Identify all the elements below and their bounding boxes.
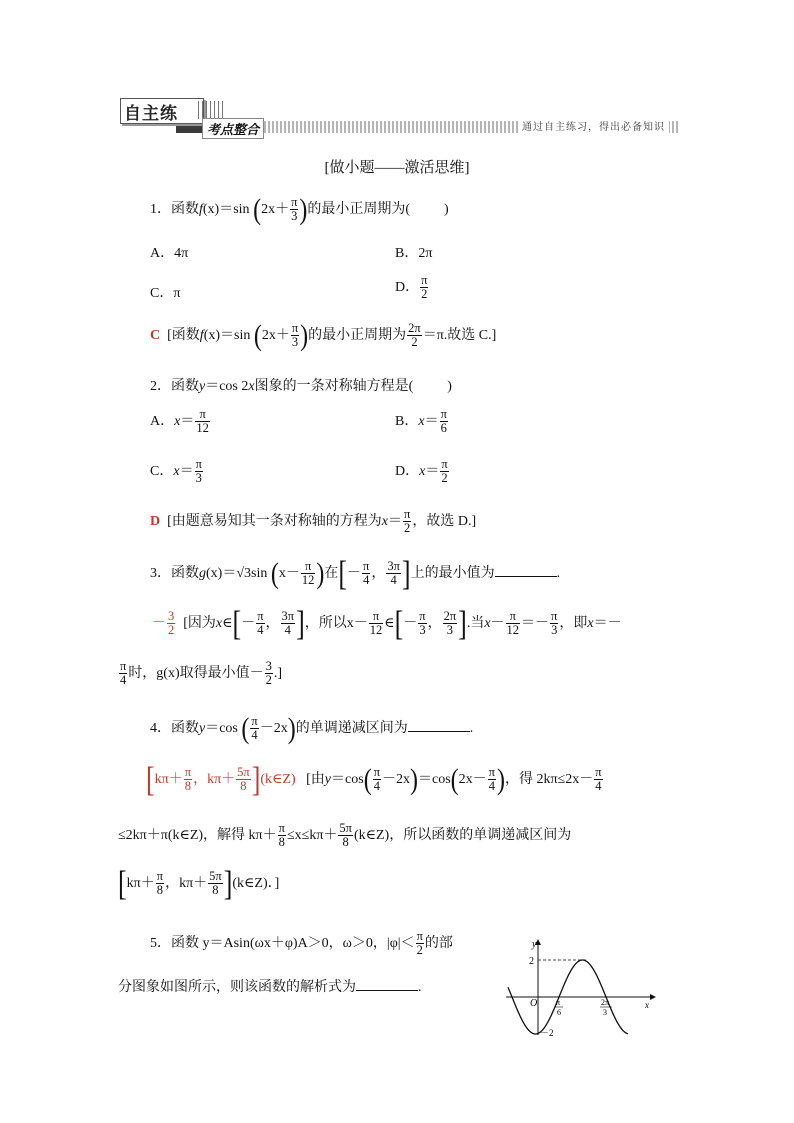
q5-answer-blank[interactable] [356,978,418,991]
q1-option-d: D． $\frac{\pi}{2}$ [395,273,428,302]
q1-stem: 1．函数f(x)＝sin (2x＋ $\frac{\pi}{3}$ )的最小正周期为( ) [150,193,449,226]
q2-answer: D [由题意易知其一条对称轴的方程为x＝ $\frac{\pi}{2}$ ，故选 D.] [150,507,477,536]
q5-stem-line2: 分图象如图所示，则该函数的解析式为 . [118,980,422,995]
tick-pi6-den: 6 [557,1008,561,1017]
q1-option-b: B．2π [395,246,433,261]
q1-option-c: C．π [150,286,181,301]
q2-option-c: C．x＝ $\frac{\pi}{3}$ [150,457,202,486]
origin-label: O [530,998,538,1009]
header-subtitle: 考点整合 [202,118,264,139]
tick-2pi3-den: 3 [603,1008,607,1017]
q5-sine-graph [500,935,660,1040]
y-max-label: 2 [529,956,534,967]
q3-answer-line2: $\frac{\pi}{4}$ 时，g(x)取得最小值－ $\frac{3}{2}$ .] [120,659,283,688]
section-title: [做小题——激活思维] [324,160,470,176]
q2-option-a: A．x＝ $\frac{\pi}{12}$ [150,407,209,436]
y-axis-label: y [532,939,537,950]
q4-answer-blank[interactable] [408,719,470,732]
q4-answer-line3: [kπ＋ $\frac{\pi}{8}$ ，kπ＋ $\frac{5\pi}{8}$ ](k∈Z)．] [118,863,280,903]
tick-pi6-num: π [556,998,561,1007]
header-badge: 自主练 [124,104,178,124]
q5-stem-line1: 5．函数 y＝Asin(ωx＋φ)A＞0，ω＞0，|φ|＜ $\frac{\pi}{2}$ 的部 [150,929,453,958]
q4-stem: 4．函数y＝cos ( $\frac{\pi}{4}$ －2x)的单调递减区间为 . [150,712,474,745]
header-decoration [198,101,224,119]
q2-option-d: D．x＝ $\frac{\pi}{2}$ [395,457,448,486]
tick-2pi3-num: 2π [601,998,610,1007]
x-axis-arrow-icon [650,994,656,1000]
q3-answer-blank[interactable] [495,564,557,577]
header-tagline: 通过自主练习，得出必备知识 [518,117,669,134]
q3-stem: 3．函数g(x)＝√3sin (x－ $\frac{\pi}{12}$ )在[－ $\frac{\pi}{4}$ ， $\frac{3\pi}{4}$ ]上的最小值为 . [150,553,561,593]
q1-answer: C [函数f(x)＝sin (2x＋ $\frac{\pi}{3}$ )的最小正周期为 $\frac{2\pi}{2}$ ＝π.故选 C.] [150,319,497,352]
q1-option-a: A．4π [150,246,189,261]
x-axis-label: x [645,1000,649,1010]
q4-answer-line1: [kπ＋ $\frac{\pi}{8}$ ，kπ＋ $\frac{5\pi}{8}$ ](k∈Z) [由y＝cos( $\frac{\pi}{4}$ －2x)＝cos(2x－ $\frac{\pi}{4}$ )，得 2kπ≤2x－ $\frac{\pi}{4}$ [146,759,602,799]
q2-option-b: B．x＝ $\frac{\pi}{6}$ [395,407,447,436]
y-min-label: －2 [540,1028,554,1038]
q4-answer-line2: ≤2kπ＋π(k∈Z)，解得 kπ＋ $\frac{\pi}{8}$ ≤x≤kπ＋ $\frac{5\pi}{8}$ (k∈Z)，所以函数的单调递减区间为 [118,821,572,850]
q2-stem: 2．函数y＝cos 2x图象的一条对称轴方程是( ) [150,379,452,394]
q3-answer-line1: － $\frac{3}{2}$ [因为x∈[－ $\frac{\pi}{4}$ ， $\frac{3\pi}{4}$ ]，所以x－ $\frac{\pi}{12}$ ∈[－ $\frac{\pi}{3}$ ， $\frac{2\pi}{3}$ ].当x－ $\frac{\pi}{12}$ ＝－ $\frac{\pi}{3}$ ，即x＝－ [152,603,622,643]
